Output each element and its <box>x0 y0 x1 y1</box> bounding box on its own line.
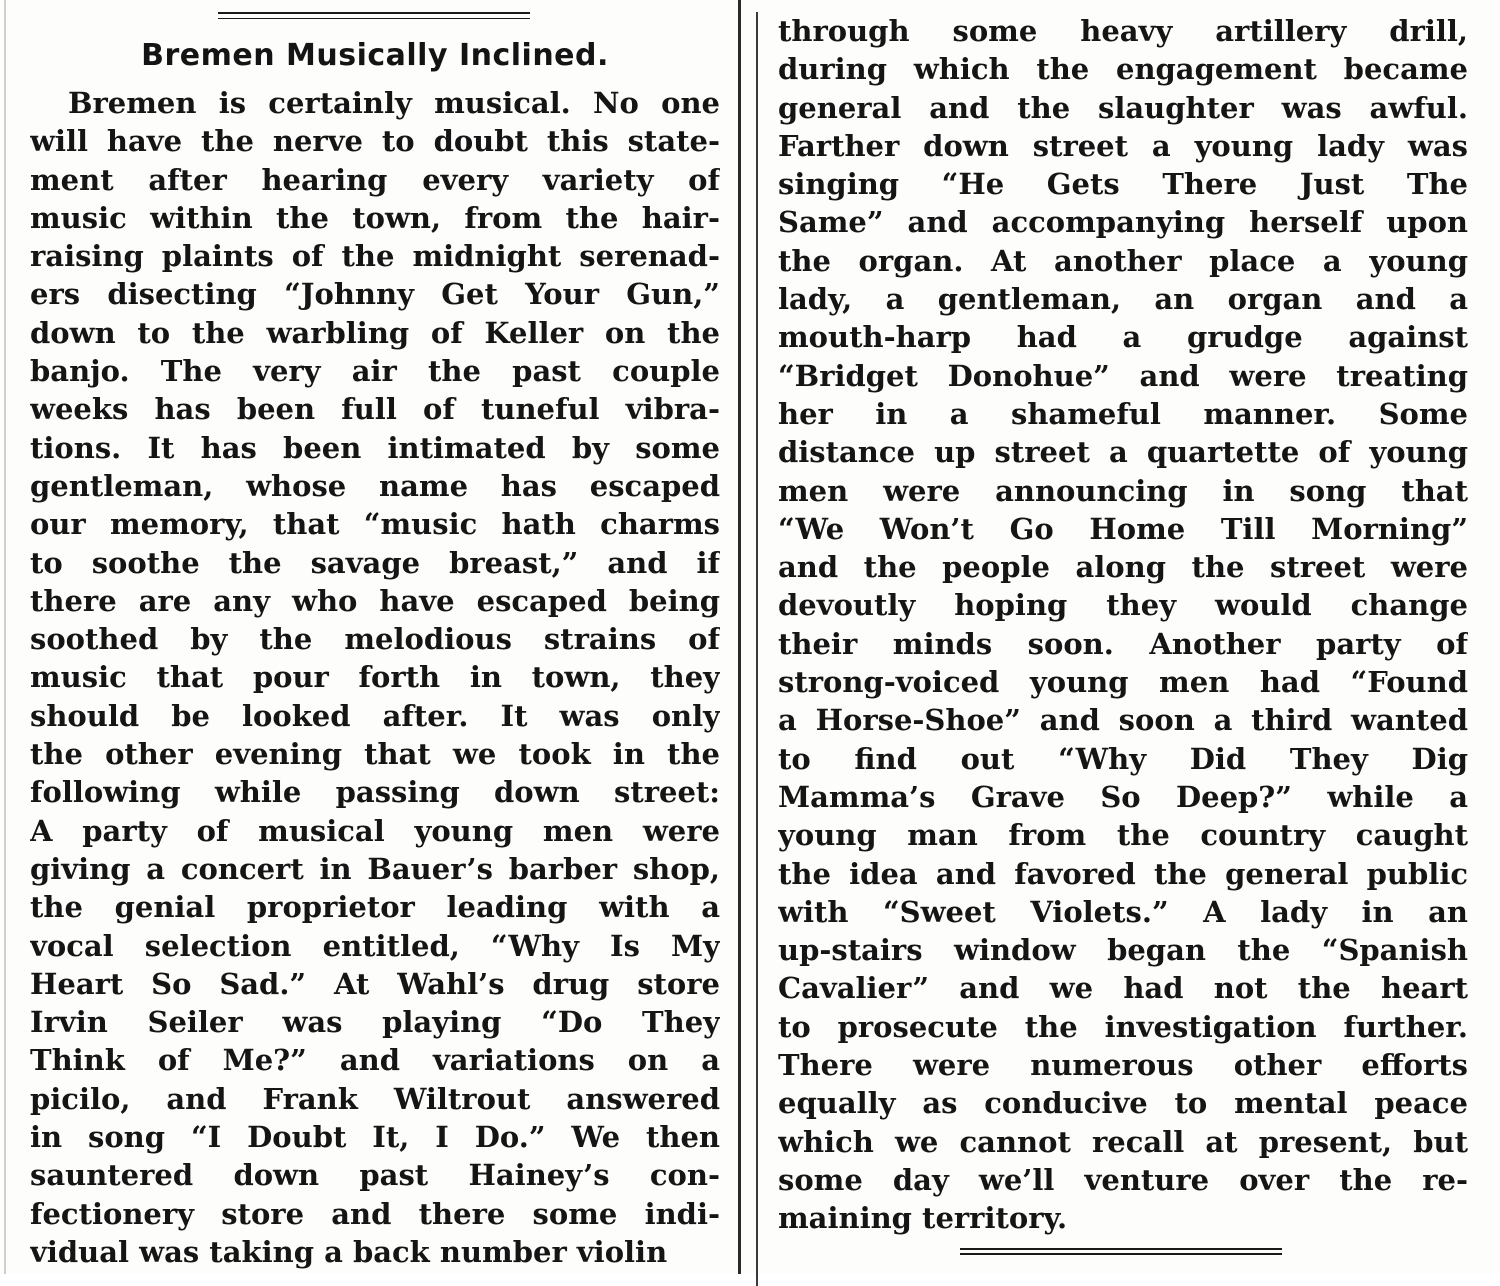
text-line: to find out “Why Did They Dig <box>778 741 1468 776</box>
text-line: weeks has been full of tuneful vibra- <box>30 392 720 427</box>
text-line: A party of musical young men were <box>30 813 720 848</box>
text-line: sauntered down past Hainey’s con- <box>30 1158 720 1193</box>
text-line: vocal selection entitled, “Why Is My <box>30 928 720 963</box>
text-line: giving a concert in Bauer’s barber shop, <box>30 851 720 886</box>
left-column-text <box>30 84 720 1271</box>
text-line: men were announcing in song that <box>778 473 1468 508</box>
text-line: Farther down street a young lady was <box>778 128 1468 163</box>
text-line: equally as conducive to mental peace <box>778 1086 1468 1121</box>
text-line: There were numerous other efforts <box>778 1048 1468 1083</box>
text-line: Bremen is certainly musical. No one <box>68 86 720 120</box>
text-line: should be looked after. It was only <box>30 698 720 733</box>
text-line: ment after hearing every variety of <box>30 162 720 197</box>
text-line: fectionery store and there some indi- <box>30 1196 720 1231</box>
text-line: in song “I Doubt It, I Do.” We then <box>30 1120 720 1155</box>
text-line: raising plaints of the midnight serenad- <box>30 239 720 274</box>
text-line: soothed by the melodious strains of <box>30 622 720 657</box>
text-line: distance up street a quartette of young <box>778 435 1468 470</box>
text-line: her in a shameful manner. Some <box>778 396 1468 431</box>
text-line: “Bridget Donohue” and were treating <box>778 358 1468 393</box>
left-page-edge <box>4 0 6 1274</box>
text-line: young man from the country caught <box>778 818 1468 853</box>
text-line: picilo, and Frank Wiltrout answered <box>30 1081 720 1116</box>
text-line: vidual was taking a back number violin <box>30 1234 668 1269</box>
text-line: devoutly hoping they would change <box>778 588 1468 623</box>
text-line: Mamma’s Grave So Deep?” while a <box>778 779 1468 814</box>
text-line: following while passing down street: <box>30 775 720 810</box>
right-column-text <box>778 12 1468 1238</box>
text-line: Same” and accompanying herself upon <box>778 205 1468 240</box>
text-line: our memory, that “music hath charms <box>30 507 720 542</box>
headline-top-rule <box>218 12 530 22</box>
column-divider-inner <box>756 12 758 1286</box>
text-line: banjo. The very air the past couple <box>30 354 720 389</box>
text-line: ers disecting “Johnny Get Your Gun,” <box>30 277 720 312</box>
text-line: mouth-harp had a grudge against <box>778 320 1468 355</box>
text-line: a Horse-Shoe” and soon a third wanted <box>778 703 1468 738</box>
text-line: will have the nerve to doubt this state- <box>30 124 720 159</box>
text-line: and the people along the street were <box>778 550 1468 585</box>
text-line: some day we’ll venture over the re- <box>778 1162 1468 1197</box>
text-line: tions. It has been intimated by some <box>30 430 720 465</box>
text-line: the genial proprietor leading with a <box>30 890 720 925</box>
text-line: gentleman, whose name has escaped <box>30 468 720 503</box>
text-line: which we cannot recall at present, but <box>778 1124 1468 1159</box>
article-headline: Bremen Musically Inclined. <box>141 38 609 73</box>
text-line: to prosecute the investigation further. <box>778 1009 1468 1044</box>
text-line: Cavalier” and we had not the heart <box>778 971 1468 1006</box>
text-line: with “Sweet Violets.” A lady in an <box>778 894 1468 929</box>
text-line: strong-voiced young men had “Found <box>778 665 1468 700</box>
text-line: Heart So Sad.” At Wahl’s drug store <box>30 966 720 1001</box>
text-line: the organ. At another place a young <box>778 243 1468 278</box>
text-line: lady, a gentleman, an organ and a <box>778 282 1468 317</box>
text-line: the other evening that we took in the <box>30 737 720 772</box>
text-line: up-stairs window began the “Spanish <box>778 933 1468 968</box>
column-divider <box>738 0 741 1274</box>
text-line: their minds soon. Another party of <box>778 626 1468 661</box>
text-line: the idea and favored the general public <box>778 856 1468 891</box>
text-line: music within the town, from the hair- <box>30 200 720 235</box>
text-line: music that pour forth in town, they <box>30 660 720 695</box>
text-line: Think of Me?” and variations on a <box>30 1043 720 1078</box>
text-line: to soothe the savage breast,” and if <box>30 545 720 580</box>
text-line: maining territory. <box>778 1201 1068 1236</box>
article-end-rule <box>960 1248 1282 1256</box>
text-line: there are any who have escaped being <box>30 583 720 618</box>
text-line: through some heavy artillery drill, <box>778 14 1468 48</box>
text-line: down to the warbling of Keller on the <box>30 315 720 350</box>
text-line: “We Won’t Go Home Till Morning” <box>778 511 1468 546</box>
text-line: Irvin Seiler was playing “Do They <box>30 1005 720 1040</box>
text-line: during which the engagement became <box>778 52 1468 87</box>
text-line: singing “He Gets There Just The <box>778 167 1468 202</box>
text-line: general and the slaughter was awful. <box>778 90 1468 125</box>
